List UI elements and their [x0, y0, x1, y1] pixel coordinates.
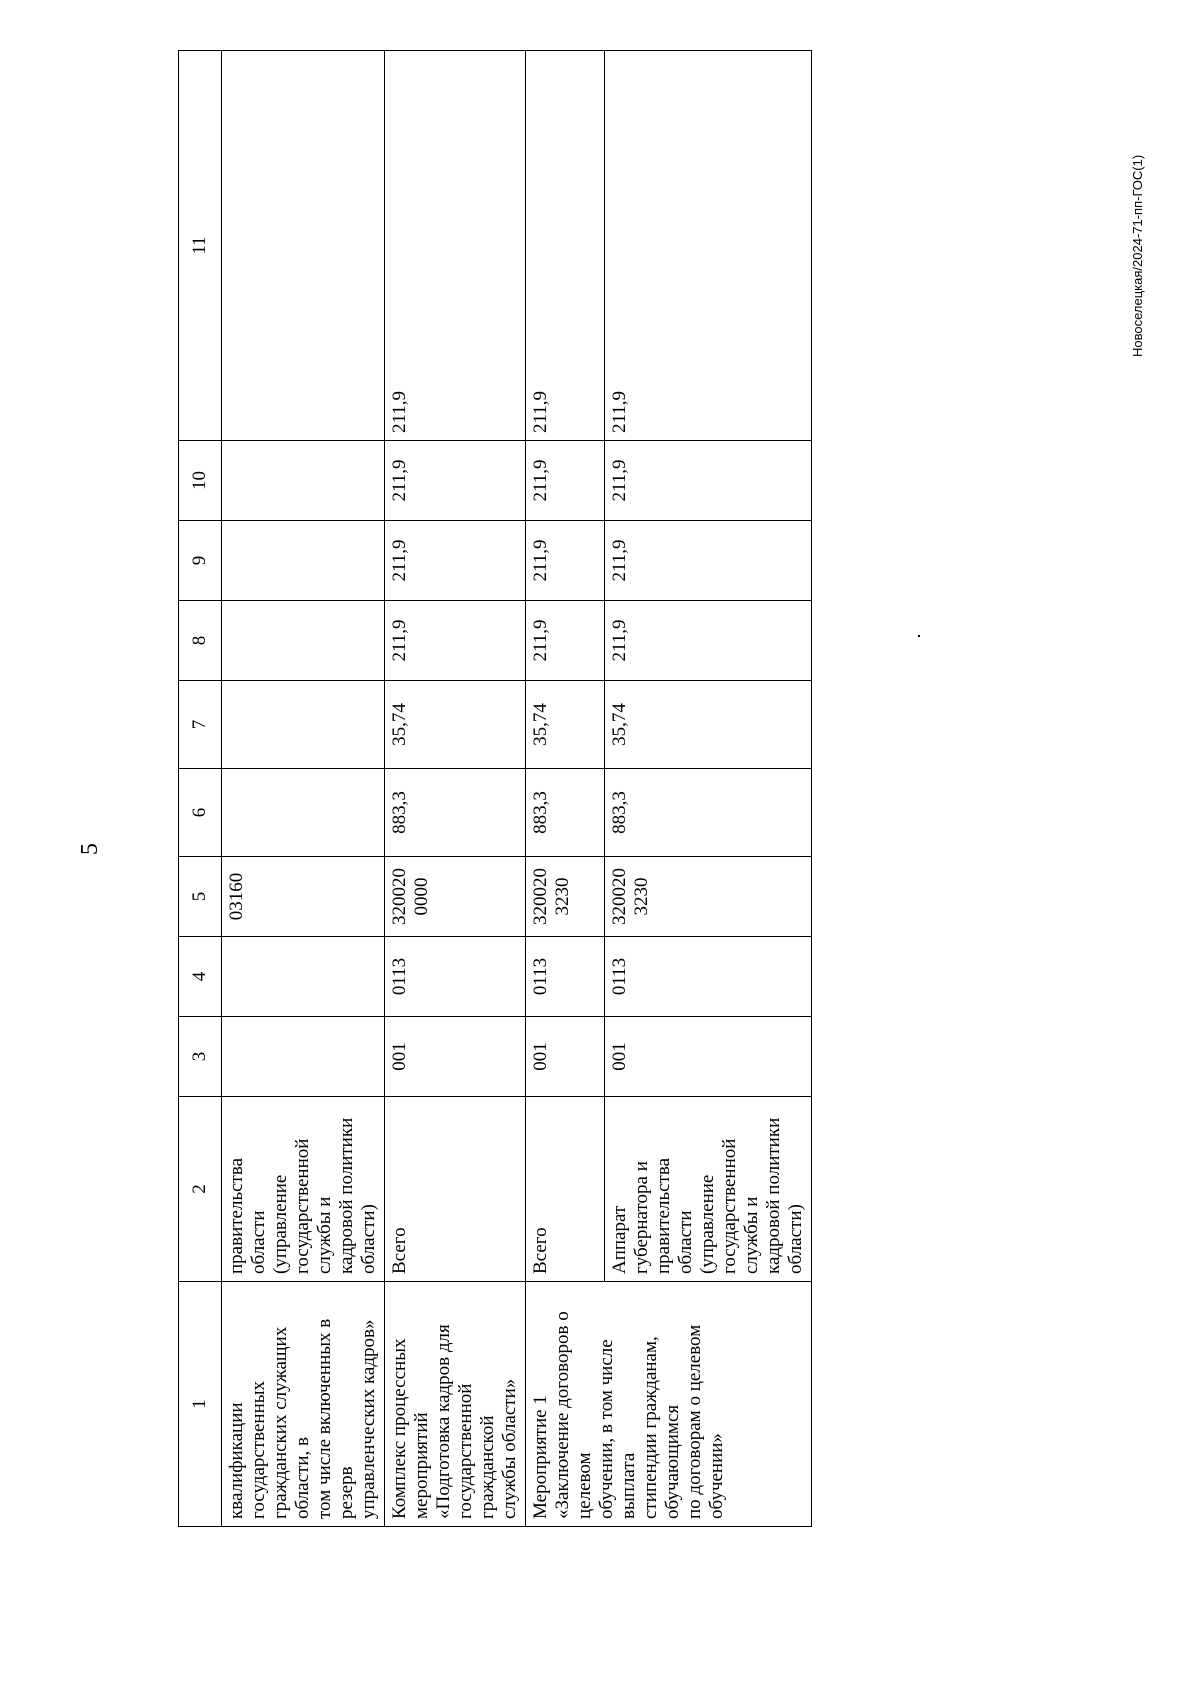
col-header-4: 4: [179, 937, 222, 1017]
header-row: [179, 51, 222, 1527]
cell-value-6: [222, 769, 385, 857]
col-header-11: 11: [179, 51, 222, 441]
cell-rzpr: 0113: [605, 937, 812, 1017]
cell-value-11: 211,9: [526, 51, 605, 441]
table-row: [385, 51, 526, 1527]
table-row: [526, 51, 605, 1527]
cell-value-8: [222, 601, 385, 681]
cell-executor: Всего: [385, 1097, 526, 1282]
col-header-3: 3: [179, 1017, 222, 1097]
cell-value-11: 211,9: [605, 51, 812, 441]
cell-rzpr: 0113: [385, 937, 526, 1017]
stray-dot: [918, 635, 920, 637]
cell-value-6: 883,3: [605, 769, 812, 857]
col-header-5: 5: [179, 857, 222, 937]
col-header-2: 2: [179, 1097, 222, 1282]
col-header-6: 6: [179, 769, 222, 857]
cell-grbs: 001: [385, 1017, 526, 1097]
cell-value-10: 211,9: [526, 441, 605, 521]
col-header-8: 8: [179, 601, 222, 681]
cell-rzpr: [222, 937, 385, 1017]
cell-grbs: [222, 1017, 385, 1097]
cell-value-9: 211,9: [526, 521, 605, 601]
cell-value-7: 35,74: [605, 681, 812, 769]
cell-description: Мероприятие 1 «Заключение договоров о целевом обучении, в том числе выплата стипендии гражданам, обучающимся по договорам о целевом обучении»: [526, 1282, 812, 1527]
cell-rzpr: 0113: [526, 937, 605, 1017]
cell-value-9: [222, 521, 385, 601]
cell-executor: правительства области (управление государственной службы и кадровой политики области): [222, 1097, 385, 1282]
cell-value-8: 211,9: [526, 601, 605, 681]
cell-description: Комплекс процессных мероприятий «Подготовка кадров для государственной гражданской службы области»: [385, 1282, 526, 1527]
cell-value-8: 211,9: [385, 601, 526, 681]
cell-value-11: 211,9: [385, 51, 526, 441]
cell-csr: 03160: [222, 857, 385, 937]
cell-value-11: [222, 51, 385, 441]
cell-value-9: 211,9: [385, 521, 526, 601]
cell-csr: 320020 0000: [385, 857, 526, 937]
col-header-10: 10: [179, 441, 222, 521]
cell-value-8: 211,9: [605, 601, 812, 681]
cell-value-6: 883,3: [526, 769, 605, 857]
cell-value-7: 35,74: [526, 681, 605, 769]
col-header-9: 9: [179, 521, 222, 601]
cell-value-9: 211,9: [605, 521, 812, 601]
cell-value-10: [222, 441, 385, 521]
cell-grbs: 001: [605, 1017, 812, 1097]
col-header-1: 1: [179, 1282, 222, 1527]
cell-csr: 320020 3230: [526, 857, 605, 937]
cell-executor: Аппарат губернатора и правительства области (управление государственной службы и кадровой политики области): [605, 1097, 812, 1282]
document-code: Новоселецкая/2024-71-пп-ГОС(1): [1130, 154, 1145, 357]
budget-table: [178, 50, 812, 1527]
cell-executor: Всего: [526, 1097, 605, 1282]
cell-value-6: 883,3: [385, 769, 526, 857]
col-header-7: 7: [179, 681, 222, 769]
cell-value-10: 211,9: [385, 441, 526, 521]
cell-description: квалификации государственных гражданских служащих области, в том числе включенных в резерв управленческих кадров»: [222, 1282, 385, 1527]
page-number: 5: [77, 843, 103, 855]
cell-grbs: 001: [526, 1017, 605, 1097]
cell-value-10: 211,9: [605, 441, 812, 521]
table-row: [222, 51, 385, 1527]
cell-csr: 320020 3230: [605, 857, 812, 937]
cell-value-7: 35,74: [385, 681, 526, 769]
cell-value-7: [222, 681, 385, 769]
